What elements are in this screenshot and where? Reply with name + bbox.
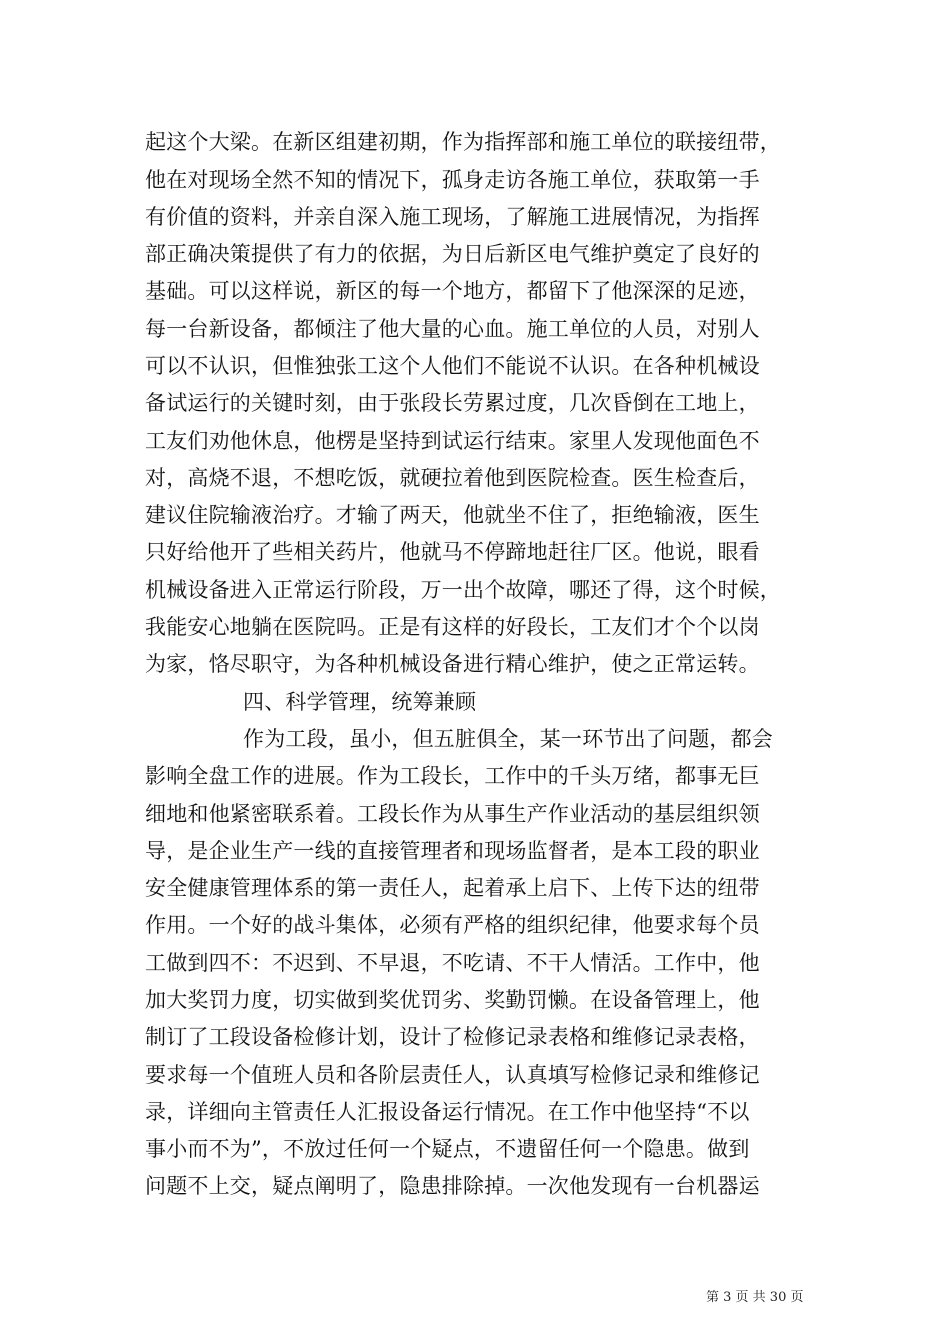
body-text-line: 建议住院输液治疗。才输了两天，他就坐不住了，拒绝输液，医生 [145, 503, 760, 527]
body-text-line: 备试运行的关键时刻，由于张段长劳累过度，几次昏倒在工地上， [145, 391, 760, 415]
page-number: 第 3 页 共 30 页 [706, 1290, 804, 1305]
section-heading: 四、科学管理，统筹兼顾 [243, 690, 477, 714]
body-text-line: 为家，恪尽职守，为各种机械设备进行精心维护，使之正常运转。 [145, 652, 760, 676]
body-text-line: 录，详细向主管责任人汇报设备运行情况。在工作中他坚持“不以 [145, 1100, 750, 1124]
body-text-line: 工友们劝他休息，他楞是坚持到试运行结束。家里人发现他面色不 [145, 429, 760, 453]
body-text-line: 每一台新设备，都倾注了他大量的心血。施工单位的人员，对别人 [145, 317, 760, 341]
body-text-line: 细地和他紧密联系着。工段长作为从事生产作业活动的基层组织领 [145, 802, 760, 826]
body-text-line: 安全健康管理体系的第一责任人，起着承上启下、上传下达的纽带 [145, 876, 760, 900]
body-text-line: 制订了工段设备检修计划，设计了检修记录表格和维修记录表格， [145, 1025, 760, 1049]
body-text-line: 事小而不为”，不放过任何一个疑点，不遗留任何一个隐患。做到 [145, 1137, 750, 1161]
body-text-line: 他在对现场全然不知的情况下，孤身走访各施工单位，获取第一手 [145, 168, 760, 192]
body-text-line: 对，高烧不退，不想吃饭，就硬拉着他到医院检查。医生检查后， [145, 466, 760, 490]
body-text-line: 工做到四不：不迟到、不早退，不吃请、不干人情活。工作中，他 [145, 951, 760, 975]
body-text-line: 有价值的资料，并亲自深入施工现场，了解施工进展情况，为指挥 [145, 205, 760, 229]
paragraph-first-line: 作为工段，虽小，但五脏俱全，某一环节出了问题，都会 [243, 727, 773, 751]
body-text-line: 影响全盘工作的进展。作为工段长，工作中的千头万绪，都事无巨 [145, 764, 760, 788]
body-text-line: 基础。可以这样说，新区的每一个地方，都留下了他深深的足迹， [145, 279, 760, 303]
body-text-line: 机械设备进入正常运行阶段，万一出个故障，哪还了得，这个时候， [145, 578, 781, 602]
body-text-line: 作用。一个好的战斗集体，必须有严格的组织纪律，他要求每个员 [145, 913, 760, 937]
body-text-line: 只好给他开了些相关药片，他就马不停蹄地赶往厂区。他说，眼看 [145, 540, 760, 564]
body-text-line: 加大奖罚力度，切实做到奖优罚劣、奖勤罚懒。在设备管理上，他 [145, 988, 760, 1012]
body-text-line: 我能安心地躺在医院吗。正是有这样的好段长，工友们才个个以岗 [145, 615, 760, 639]
body-text-line: 可以不认识，但惟独张工这个人他们不能说不认识。在各种机械设 [145, 354, 760, 378]
body-text-line: 起这个大梁。在新区组建初期，作为指挥部和施工单位的联接纽带， [145, 130, 781, 154]
body-text-line: 导，是企业生产一线的直接管理者和现场监督者，是本工段的职业 [145, 839, 760, 863]
body-text-line: 问题不上交，疑点阐明了，隐患排除掉。一次他发现有一台机器运 [145, 1174, 760, 1198]
body-text-line: 部正确决策提供了有力的依据，为日后新区电气维护奠定了良好的 [145, 242, 760, 266]
body-text-line: 要求每一个值班人员和各阶层责任人，认真填写检修记录和维修记 [145, 1063, 760, 1087]
